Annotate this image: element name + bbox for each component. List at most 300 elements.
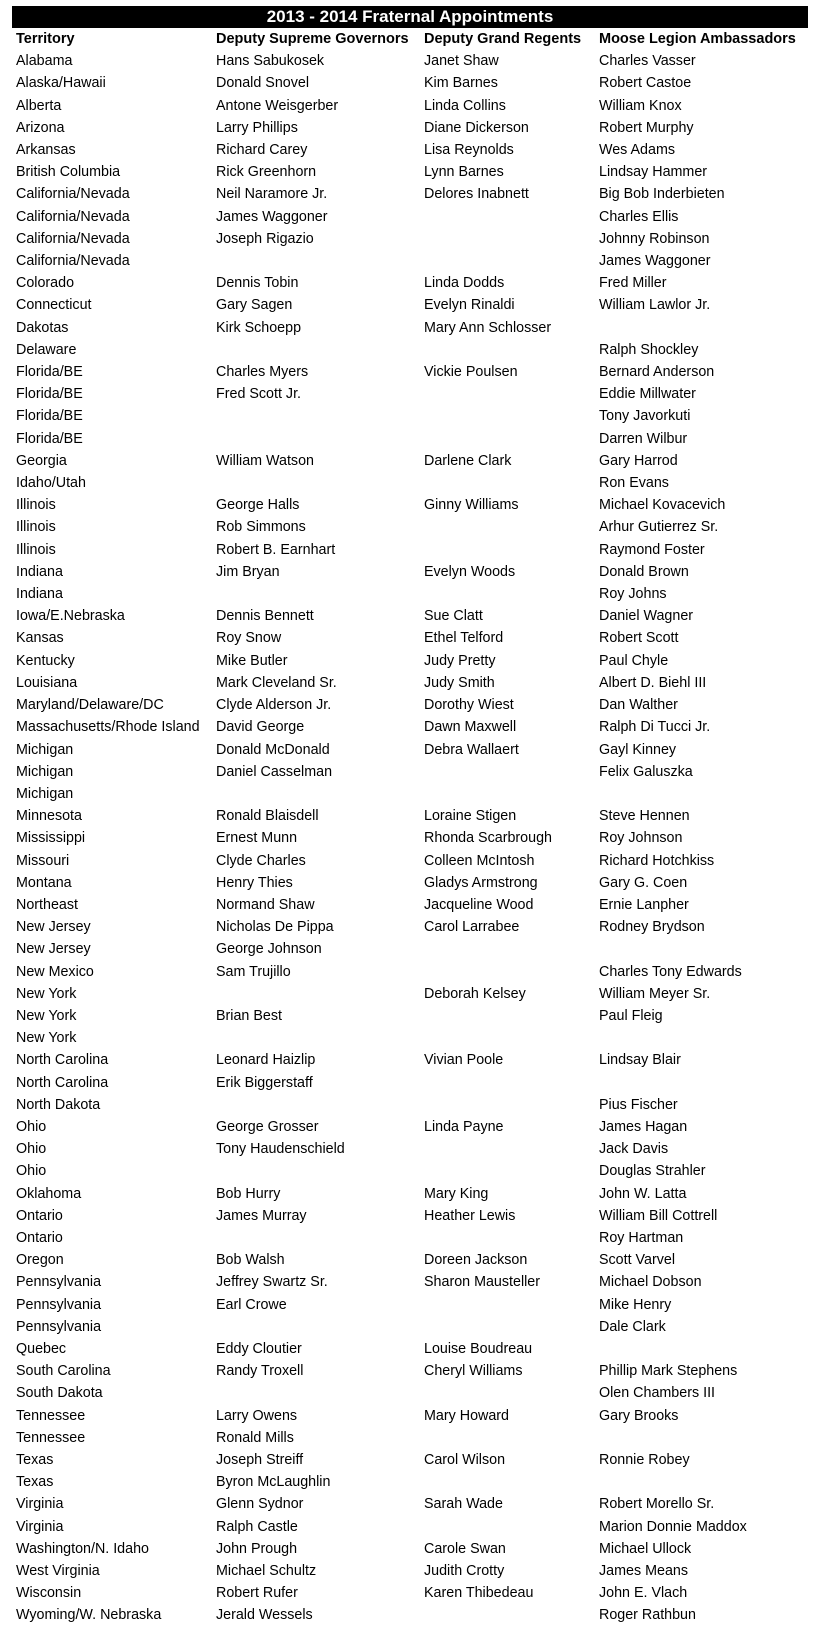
deputy-grand-regent-cell xyxy=(420,1094,595,1116)
deputy-supreme-governor-cell: Mike Butler xyxy=(216,652,288,669)
moose-legion-ambassador-cell xyxy=(595,317,808,339)
moose-legion-ambassador-cell: John W. Latta xyxy=(599,1185,687,1202)
deputy-grand-regent-cell: Darlene Clark xyxy=(424,452,512,469)
deputy-grand-regent-cell: Cheryl Williams xyxy=(424,1363,523,1380)
deputy-grand-regent-cell: Lynn Barnes xyxy=(424,164,504,181)
deputy-grand-regent-cell xyxy=(420,206,595,228)
territory-cell: Ohio xyxy=(16,1141,47,1158)
table-row xyxy=(12,1427,808,1449)
deputy-grand-regent-cell xyxy=(420,761,595,783)
table-row xyxy=(12,1560,808,1582)
table-row xyxy=(12,1294,808,1316)
deputy-grand-regent-cell: Rhonda Scarbrough xyxy=(424,830,552,847)
deputy-supreme-governor-cell: Tony Haudenschield xyxy=(216,1141,345,1158)
moose-legion-ambassador-cell: Paul Fleig xyxy=(599,1007,663,1024)
territory-cell: Ontario xyxy=(16,1229,63,1246)
moose-legion-ambassador-cell: Ronnie Robey xyxy=(599,1452,690,1468)
deputy-grand-regent-cell: Vickie Poulsen xyxy=(424,364,518,381)
table-row xyxy=(12,1183,808,1205)
table-row xyxy=(12,672,808,694)
moose-legion-ambassador-cell: Gary Harrod xyxy=(599,452,678,469)
deputy-supreme-governor-cell: Ronald Mills xyxy=(216,1429,294,1446)
moose-legion-ambassador-cell: Lindsay Blair xyxy=(599,1052,681,1069)
deputy-supreme-governor-cell xyxy=(212,405,420,427)
deputy-supreme-governor-cell: Rob Simmons xyxy=(216,519,306,536)
deputy-grand-regent-cell: Sarah Wade xyxy=(424,1496,503,1513)
table-row xyxy=(12,1405,808,1427)
moose-legion-ambassador-cell xyxy=(595,1427,808,1449)
territory-cell: Kentucky xyxy=(16,652,75,669)
moose-legion-ambassador-cell: James Hagan xyxy=(599,1118,688,1135)
deputy-grand-regent-cell: Heather Lewis xyxy=(424,1207,516,1224)
table-row xyxy=(12,583,808,605)
moose-legion-ambassador-cell: Roy Hartman xyxy=(599,1229,684,1246)
moose-legion-ambassador-cell: Scott Varvel xyxy=(599,1252,676,1269)
table-header xyxy=(12,28,808,50)
table-row xyxy=(12,1205,808,1227)
territory-cell: Pennsylvania xyxy=(16,1318,102,1335)
table-row xyxy=(12,783,808,805)
territory-cell: Arizona xyxy=(16,119,65,136)
moose-legion-ambassador-cell: Charles Ellis xyxy=(599,208,679,225)
deputy-supreme-governor-cell: Kirk Schoepp xyxy=(216,319,302,336)
moose-legion-ambassador-cell: Robert Murphy xyxy=(599,119,694,136)
table-row xyxy=(12,1449,808,1471)
territory-cell: Ohio xyxy=(16,1118,47,1135)
deputy-grand-regent-cell xyxy=(420,1516,595,1538)
territory-cell: Georgia xyxy=(16,452,67,469)
moose-legion-ambassador-cell: Felix Galuszka xyxy=(599,763,693,780)
territory-cell: Ontario xyxy=(16,1207,63,1224)
table-row xyxy=(12,250,808,272)
deputy-grand-regent-cell: Jacqueline Wood xyxy=(424,896,534,913)
table-row xyxy=(12,1049,808,1071)
table-row xyxy=(12,650,808,672)
deputy-grand-regent-cell xyxy=(420,383,595,405)
territory-cell: Wisconsin xyxy=(16,1585,82,1602)
territory-cell: Alabama xyxy=(16,53,73,70)
deputy-supreme-governor-cell: Joseph Streiff xyxy=(216,1452,304,1468)
moose-legion-ambassador-cell xyxy=(595,1072,808,1094)
territory-cell: Montana xyxy=(16,874,72,891)
table-row xyxy=(12,1582,808,1604)
moose-legion-ambassador-cell: William Meyer Sr. xyxy=(599,985,711,1002)
deputy-grand-regent-cell xyxy=(420,1227,595,1249)
deputy-supreme-governor-cell: Leonard Haizlip xyxy=(216,1052,316,1069)
territory-cell: Illinois xyxy=(16,497,56,514)
deputy-grand-regent-cell: Judy Smith xyxy=(424,674,495,691)
deputy-grand-regent-cell: Carol Larrabee xyxy=(424,919,520,936)
moose-legion-ambassador-cell: Donald Brown xyxy=(599,563,689,580)
deputy-supreme-governor-cell xyxy=(212,1227,420,1249)
table-row xyxy=(12,916,808,938)
table-row xyxy=(12,694,808,716)
deputy-supreme-governor-cell: Gary Sagen xyxy=(216,297,293,314)
moose-legion-ambassador-cell: Dan Walther xyxy=(599,697,678,714)
deputy-supreme-governor-cell: George Grosser xyxy=(216,1118,319,1135)
deputy-supreme-governor-cell: Jeffrey Swartz Sr. xyxy=(216,1274,328,1291)
territory-cell: Massachusetts/Rhode Island xyxy=(16,719,200,736)
table-row xyxy=(12,339,808,361)
deputy-grand-regent-cell: Evelyn Woods xyxy=(424,563,516,580)
deputy-supreme-governor-cell: James Murray xyxy=(216,1207,307,1224)
territory-cell: North Carolina xyxy=(16,1074,109,1091)
moose-legion-ambassador-cell: Steve Hennen xyxy=(599,808,690,825)
deputy-supreme-governor-cell: Hans Sabukosek xyxy=(216,53,325,70)
moose-legion-ambassador-cell: Bernard Anderson xyxy=(599,364,715,381)
deputy-grand-regent-cell: Janet Shaw xyxy=(424,53,499,70)
table-row xyxy=(12,405,808,427)
table-row xyxy=(12,272,808,294)
deputy-supreme-governor-cell xyxy=(212,1382,420,1404)
table-row xyxy=(12,361,808,383)
territory-cell: New Mexico xyxy=(16,963,94,980)
territory-cell: Dakotas xyxy=(16,319,69,336)
table-row xyxy=(12,1360,808,1382)
territory-cell: Missouri xyxy=(16,852,70,869)
moose-legion-ambassador-cell xyxy=(595,1471,808,1493)
deputy-grand-regent-cell xyxy=(420,583,595,605)
deputy-supreme-governor-cell: Erik Biggerstaff xyxy=(216,1074,313,1091)
territory-cell: Colorado xyxy=(16,275,75,292)
territory-cell: Michigan xyxy=(16,785,74,802)
deputy-supreme-governor-cell: Nicholas De Pippa xyxy=(216,919,334,936)
deputy-grand-regent-cell xyxy=(420,1294,595,1316)
deputy-supreme-governor-cell: Fred Scott Jr. xyxy=(216,386,302,403)
deputy-supreme-governor-cell: Earl Crowe xyxy=(216,1296,287,1313)
moose-legion-ambassador-cell: Mike Henry xyxy=(599,1296,672,1313)
deputy-supreme-governor-cell: Robert B. Earnhart xyxy=(216,541,336,558)
territory-cell: Alaska/Hawaii xyxy=(16,75,106,92)
territory-cell: West Virginia xyxy=(16,1563,100,1580)
appointments-document xyxy=(12,6,808,1627)
deputy-grand-regent-cell xyxy=(420,1138,595,1160)
deputy-grand-regent-cell: Diane Dickerson xyxy=(424,119,529,136)
deputy-supreme-governor-cell: John Prough xyxy=(216,1540,298,1557)
moose-legion-ambassador-cell: Ralph Di Tucci Jr. xyxy=(599,719,711,736)
deputy-grand-regent-cell xyxy=(420,1160,595,1182)
moose-legion-ambassador-cell: Daniel Wagner xyxy=(599,608,694,625)
moose-legion-ambassador-cell: Albert D. Biehl III xyxy=(599,674,707,691)
territory-cell: Pennsylvania xyxy=(16,1274,102,1291)
territory-cell: Texas xyxy=(16,1474,54,1491)
table-row xyxy=(12,1604,808,1626)
deputy-supreme-governor-cell: Ralph Castle xyxy=(216,1518,298,1535)
table-row xyxy=(12,850,808,872)
deputy-grand-regent-cell: Deborah Kelsey xyxy=(424,985,526,1002)
deputy-grand-regent-cell: Linda Payne xyxy=(424,1118,504,1135)
moose-legion-ambassador-cell: Tony Javorkuti xyxy=(599,408,691,425)
deputy-grand-regent-cell xyxy=(420,228,595,250)
deputy-grand-regent-cell xyxy=(420,428,595,450)
moose-legion-ambassador-cell: Big Bob Inderbieten xyxy=(599,186,725,203)
deputy-grand-regent-cell: Ethel Telford xyxy=(424,630,504,647)
table-row xyxy=(12,1227,808,1249)
deputy-grand-regent-cell: Carol Wilson xyxy=(424,1452,506,1468)
table-row xyxy=(12,938,808,960)
deputy-grand-regent-cell: Judith Crotty xyxy=(424,1563,505,1580)
moose-legion-ambassador-cell xyxy=(595,1027,808,1049)
territory-cell: Virginia xyxy=(16,1518,64,1535)
moose-legion-ambassador-cell: Gary Brooks xyxy=(599,1407,679,1424)
territory-cell: Florida/BE xyxy=(16,430,83,447)
moose-legion-ambassador-cell: Johnny Robinson xyxy=(599,230,710,247)
table-row xyxy=(12,206,808,228)
moose-legion-ambassador-cell: Roy Johns xyxy=(599,586,667,603)
territory-cell: Florida/BE xyxy=(16,408,83,425)
deputy-grand-regent-cell: Doreen Jackson xyxy=(424,1252,528,1269)
table-row xyxy=(12,1538,808,1560)
moose-legion-ambassador-cell: Michael Kovacevich xyxy=(599,497,726,514)
deputy-grand-regent-cell xyxy=(420,1382,595,1404)
table-row xyxy=(12,1116,808,1138)
table-row xyxy=(12,872,808,894)
territory-cell: New York xyxy=(16,1030,77,1047)
deputy-supreme-governor-cell: Larry Owens xyxy=(216,1407,298,1424)
deputy-supreme-governor-cell: Donald Snovel xyxy=(216,75,309,92)
deputy-supreme-governor-cell: Daniel Casselman xyxy=(216,763,333,780)
deputy-grand-regent-cell xyxy=(420,961,595,983)
deputy-grand-regent-cell xyxy=(420,1005,595,1027)
moose-legion-ambassador-cell: Raymond Foster xyxy=(599,541,705,558)
table-row xyxy=(12,472,808,494)
moose-legion-ambassador-cell: Michael Ullock xyxy=(599,1540,692,1557)
deputy-supreme-governor-cell: Larry Phillips xyxy=(216,119,298,136)
table-row xyxy=(12,161,808,183)
deputy-supreme-governor-cell: Joseph Rigazio xyxy=(216,230,314,247)
deputy-grand-regent-cell xyxy=(420,250,595,272)
moose-legion-ambassador-cell: Eddie Millwater xyxy=(599,386,696,403)
deputy-supreme-governor-cell: Richard Carey xyxy=(216,142,308,159)
territory-cell: Illinois xyxy=(16,519,56,536)
moose-legion-ambassador-cell: Phillip Mark Stephens xyxy=(599,1363,738,1380)
territory-cell: Kansas xyxy=(16,630,64,647)
moose-legion-ambassador-cell: William Lawlor Jr. xyxy=(599,297,711,314)
moose-legion-ambassador-cell: Richard Hotchkiss xyxy=(599,852,715,869)
deputy-grand-regent-cell xyxy=(420,938,595,960)
table-row xyxy=(12,1316,808,1338)
moose-legion-ambassador-cell xyxy=(595,1338,808,1360)
territory-cell: Washington/N. Idaho xyxy=(16,1540,149,1557)
moose-legion-ambassador-cell: Ron Evans xyxy=(599,475,669,492)
table-row xyxy=(12,1382,808,1404)
deputy-supreme-governor-cell: George Halls xyxy=(216,497,300,514)
territory-cell: Florida/BE xyxy=(16,386,83,403)
deputy-grand-regent-cell xyxy=(420,516,595,538)
moose-legion-ambassador-cell: Roy Johnson xyxy=(599,830,683,847)
deputy-grand-regent-cell: Dawn Maxwell xyxy=(424,719,517,736)
deputy-grand-regent-cell xyxy=(420,783,595,805)
table-body xyxy=(12,50,808,1626)
territory-cell: South Carolina xyxy=(16,1363,111,1380)
deputy-supreme-governor-cell xyxy=(212,428,420,450)
table-row xyxy=(12,494,808,516)
moose-legion-ambassador-cell: Arhur Gutierrez Sr. xyxy=(599,519,719,536)
deputy-supreme-governor-cell: Ernest Munn xyxy=(216,830,298,847)
table-row xyxy=(12,739,808,761)
territory-cell: Alberta xyxy=(16,97,62,114)
deputy-grand-regent-cell xyxy=(420,1471,595,1493)
territory-cell: Tennessee xyxy=(16,1407,86,1424)
territory-cell: Wyoming/W. Nebraska xyxy=(16,1607,162,1624)
moose-legion-ambassador-cell: Charles Vasser xyxy=(599,53,696,70)
deputy-supreme-governor-cell: Bob Hurry xyxy=(216,1185,281,1202)
territory-cell: California/Nevada xyxy=(16,186,130,203)
moose-legion-ambassador-cell: Ralph Shockley xyxy=(599,341,699,358)
territory-cell: North Dakota xyxy=(16,1096,101,1113)
table-row xyxy=(12,228,808,250)
deputy-supreme-governor-cell: Robert Rufer xyxy=(216,1585,298,1602)
deputy-supreme-governor-cell: William Watson xyxy=(216,452,314,469)
territory-cell: Iowa/E.Nebraska xyxy=(16,608,125,625)
deputy-supreme-governor-cell: George Johnson xyxy=(216,941,322,958)
territory-cell: Idaho/Utah xyxy=(16,475,86,492)
deputy-grand-regent-cell: Linda Dodds xyxy=(424,275,505,292)
deputy-supreme-governor-cell: James Waggoner xyxy=(216,208,328,225)
moose-legion-ambassador-cell: Lindsay Hammer xyxy=(599,164,708,181)
territory-cell: British Columbia xyxy=(16,164,121,181)
territory-cell: Illinois xyxy=(16,541,56,558)
moose-legion-ambassador-cell: Roger Rathbun xyxy=(599,1607,696,1624)
territory-cell: New Jersey xyxy=(16,919,91,936)
territory-cell: South Dakota xyxy=(16,1385,103,1402)
table-row xyxy=(12,827,808,849)
deputy-grand-regent-cell xyxy=(420,339,595,361)
deputy-supreme-governor-cell: Rick Greenhorn xyxy=(216,164,317,181)
moose-legion-ambassador-cell: Rodney Brydson xyxy=(599,919,705,936)
territory-cell: Michigan xyxy=(16,763,74,780)
moose-legion-ambassador-cell: Olen Chambers III xyxy=(599,1385,716,1402)
moose-legion-ambassador-cell: Robert Castoe xyxy=(599,75,692,92)
territory-cell: California/Nevada xyxy=(16,208,130,225)
deputy-grand-regent-cell xyxy=(420,1072,595,1094)
deputy-grand-regent-cell xyxy=(420,472,595,494)
deputy-supreme-governor-cell: David George xyxy=(216,719,305,736)
deputy-grand-regent-cell: Lisa Reynolds xyxy=(424,142,514,159)
moose-legion-ambassador-cell: Darren Wilbur xyxy=(599,430,688,447)
territory-cell: New York xyxy=(16,1007,77,1024)
deputy-supreme-governor-cell: Bob Walsh xyxy=(216,1252,285,1269)
territory-cell: Arkansas xyxy=(16,142,76,159)
table-row xyxy=(12,383,808,405)
territory-cell: Louisiana xyxy=(16,674,78,691)
table-row xyxy=(12,983,808,1005)
header-deputy-grand-regents: Deputy Grand Regents xyxy=(424,31,582,47)
territory-cell: Mississippi xyxy=(16,830,86,847)
table-row xyxy=(12,95,808,117)
moose-legion-ambassador-cell xyxy=(595,783,808,805)
territory-cell: North Carolina xyxy=(16,1052,109,1069)
deputy-supreme-governor-cell: Jerald Wessels xyxy=(216,1607,313,1624)
deputy-supreme-governor-cell xyxy=(212,783,420,805)
deputy-grand-regent-cell: Mary Howard xyxy=(424,1407,510,1424)
deputy-supreme-governor-cell: Eddy Cloutier xyxy=(216,1340,302,1357)
deputy-grand-regent-cell: Karen Thibedeau xyxy=(424,1585,534,1602)
territory-cell: Quebec xyxy=(16,1340,67,1357)
table-row xyxy=(12,117,808,139)
moose-legion-ambassador-cell: Michael Dobson xyxy=(599,1274,702,1291)
deputy-grand-regent-cell: Dorothy Wiest xyxy=(424,697,514,714)
territory-cell: Texas xyxy=(16,1452,54,1468)
moose-legion-ambassador-cell: Robert Morello Sr. xyxy=(599,1496,715,1513)
deputy-supreme-governor-cell: Jim Bryan xyxy=(216,563,280,580)
territory-cell: Northeast xyxy=(16,896,78,913)
table-row xyxy=(12,605,808,627)
deputy-grand-regent-cell xyxy=(420,1027,595,1049)
deputy-supreme-governor-cell: Randy Troxell xyxy=(216,1363,304,1380)
table-row xyxy=(12,1094,808,1116)
deputy-supreme-governor-cell xyxy=(212,472,420,494)
deputy-supreme-governor-cell: Charles Myers xyxy=(216,364,309,381)
deputy-supreme-governor-cell: Antone Weisgerber xyxy=(216,97,339,114)
appointments-table xyxy=(12,28,808,1627)
table-row xyxy=(12,1516,808,1538)
table-row xyxy=(12,294,808,316)
territory-cell: Oregon xyxy=(16,1252,64,1269)
moose-legion-ambassador-cell: Paul Chyle xyxy=(599,652,669,669)
deputy-supreme-governor-cell xyxy=(212,583,420,605)
deputy-supreme-governor-cell: Donald McDonald xyxy=(216,741,330,758)
deputy-supreme-governor-cell: Mark Cleveland Sr. xyxy=(216,674,337,691)
moose-legion-ambassador-cell: Charles Tony Edwards xyxy=(599,963,742,980)
table-row xyxy=(12,428,808,450)
deputy-supreme-governor-cell: Normand Shaw xyxy=(216,896,315,913)
document-title: 2013 - 2014 Fraternal Appointments xyxy=(12,6,808,28)
moose-legion-ambassador-cell: John E. Vlach xyxy=(599,1585,688,1602)
territory-cell: California/Nevada xyxy=(16,253,130,270)
table-row xyxy=(12,627,808,649)
deputy-supreme-governor-cell: Henry Thies xyxy=(216,874,293,891)
territory-cell: Connecticut xyxy=(16,297,92,314)
deputy-supreme-governor-cell: Brian Best xyxy=(216,1007,282,1024)
moose-legion-ambassador-cell: Dale Clark xyxy=(599,1318,666,1335)
territory-cell: California/Nevada xyxy=(16,230,130,247)
table-row xyxy=(12,72,808,94)
moose-legion-ambassador-cell: Wes Adams xyxy=(599,142,676,159)
table-row xyxy=(12,539,808,561)
moose-legion-ambassador-cell: Douglas Strahler xyxy=(599,1163,706,1180)
moose-legion-ambassador-cell: Gayl Kinney xyxy=(599,741,677,758)
table-row xyxy=(12,716,808,738)
territory-cell: New York xyxy=(16,985,77,1002)
deputy-supreme-governor-cell: Glenn Sydnor xyxy=(216,1496,304,1513)
deputy-grand-regent-cell: Mary King xyxy=(424,1185,489,1202)
deputy-grand-regent-cell: Colleen McIntosh xyxy=(424,852,535,869)
deputy-supreme-governor-cell: Dennis Bennett xyxy=(216,608,314,625)
moose-legion-ambassador-cell: Marion Donnie Maddox xyxy=(599,1518,747,1535)
table-row xyxy=(12,516,808,538)
deputy-supreme-governor-cell: Clyde Alderson Jr. xyxy=(216,697,332,714)
deputy-supreme-governor-cell: Michael Schultz xyxy=(216,1563,317,1580)
table-row xyxy=(12,50,808,72)
deputy-supreme-governor-cell: Ronald Blaisdell xyxy=(216,808,319,825)
table-row xyxy=(12,805,808,827)
territory-cell: Florida/BE xyxy=(16,364,83,381)
moose-legion-ambassador-cell: Ernie Lanpher xyxy=(599,896,689,913)
deputy-grand-regent-cell: Gladys Armstrong xyxy=(424,874,538,891)
table-row xyxy=(12,561,808,583)
table-row xyxy=(12,1072,808,1094)
deputy-supreme-governor-cell: Sam Trujillo xyxy=(216,963,291,980)
deputy-supreme-governor-cell xyxy=(212,1094,420,1116)
moose-legion-ambassador-cell: Pius Fischer xyxy=(599,1096,678,1113)
deputy-supreme-governor-cell: Neil Naramore Jr. xyxy=(216,186,328,203)
deputy-grand-regent-cell: Evelyn Rinaldi xyxy=(424,297,515,314)
deputy-supreme-governor-cell: Clyde Charles xyxy=(216,852,306,869)
table-row xyxy=(12,1471,808,1493)
deputy-supreme-governor-cell xyxy=(212,1160,420,1182)
deputy-grand-regent-cell: Debra Wallaert xyxy=(424,741,519,758)
